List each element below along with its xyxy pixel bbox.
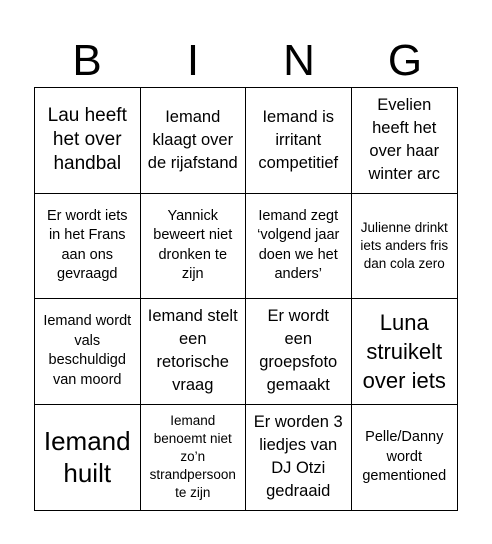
cell-text: Iemand is irritant competitief bbox=[258, 107, 339, 172]
cell-text: Er wordt iets in het Frans aan ons gevraagd bbox=[46, 207, 128, 283]
bingo-cell-r3c1[interactable] bbox=[35, 299, 141, 405]
bingo-cell-r4c4[interactable] bbox=[352, 405, 458, 511]
bingo-cell-r2c3[interactable] bbox=[246, 194, 352, 300]
bingo-cell-r4c3[interactable] bbox=[246, 405, 352, 511]
bingo-cell-r2c2[interactable] bbox=[141, 194, 247, 300]
cell-text: Yannick beweert niet dronken te zijn bbox=[153, 207, 233, 283]
cell-text: Lau heeft het over handbal bbox=[47, 105, 127, 175]
cell-text: Pelle/Danny wordt gementioned bbox=[362, 429, 447, 484]
cell-text: Iemand huilt bbox=[43, 426, 131, 489]
bingo-cell-r1c1[interactable] bbox=[35, 88, 141, 194]
bingo-grid bbox=[34, 87, 458, 511]
cell-text: Iemand stelt een retorische vraag bbox=[147, 307, 238, 395]
bingo-cell-r2c4[interactable] bbox=[352, 194, 458, 300]
bingo-cell-r3c4[interactable] bbox=[352, 299, 458, 405]
cell-text: Iemand zegt ‘volgend jaar doen we het anders’ bbox=[257, 207, 340, 283]
header-letter-b: B bbox=[72, 36, 102, 85]
bingo-cell-r1c3[interactable] bbox=[246, 88, 352, 194]
cell-text: Evelien heeft het over haar winter arc bbox=[368, 96, 441, 184]
cell-text: Luna struikelt over iets bbox=[362, 309, 446, 393]
bingo-cell-r4c1[interactable] bbox=[35, 405, 141, 511]
cell-text: Er wordt een groepsfoto gemaakt bbox=[259, 307, 338, 395]
bingo-cell-r3c2[interactable] bbox=[141, 299, 247, 405]
bingo-header bbox=[34, 0, 458, 88]
header-letter-g: G bbox=[387, 36, 423, 85]
cell-text: Iemand klaagt over de rijafstand bbox=[147, 107, 238, 172]
cell-text: Iemand benoemt niet zo’n strandpersoon te zijn bbox=[149, 413, 236, 501]
header-letter-n: N bbox=[283, 36, 315, 85]
cell-text: Iemand wordt vals beschuldigd van moord bbox=[43, 313, 132, 388]
bingo-cell-r2c1[interactable] bbox=[35, 194, 141, 300]
bingo-cell-r4c2[interactable] bbox=[141, 405, 247, 511]
header-letter-i: I bbox=[186, 36, 200, 85]
bingo-cell-r3c3[interactable] bbox=[246, 299, 352, 405]
cell-text: Er worden 3 liedjes van DJ Otzi gedraaid bbox=[253, 413, 343, 501]
cell-text: Julienne drinkt iets anders fris dan cola zero bbox=[360, 219, 449, 271]
bingo-cell-r1c4[interactable] bbox=[352, 88, 458, 194]
bingo-cell-r1c2[interactable] bbox=[141, 88, 247, 194]
